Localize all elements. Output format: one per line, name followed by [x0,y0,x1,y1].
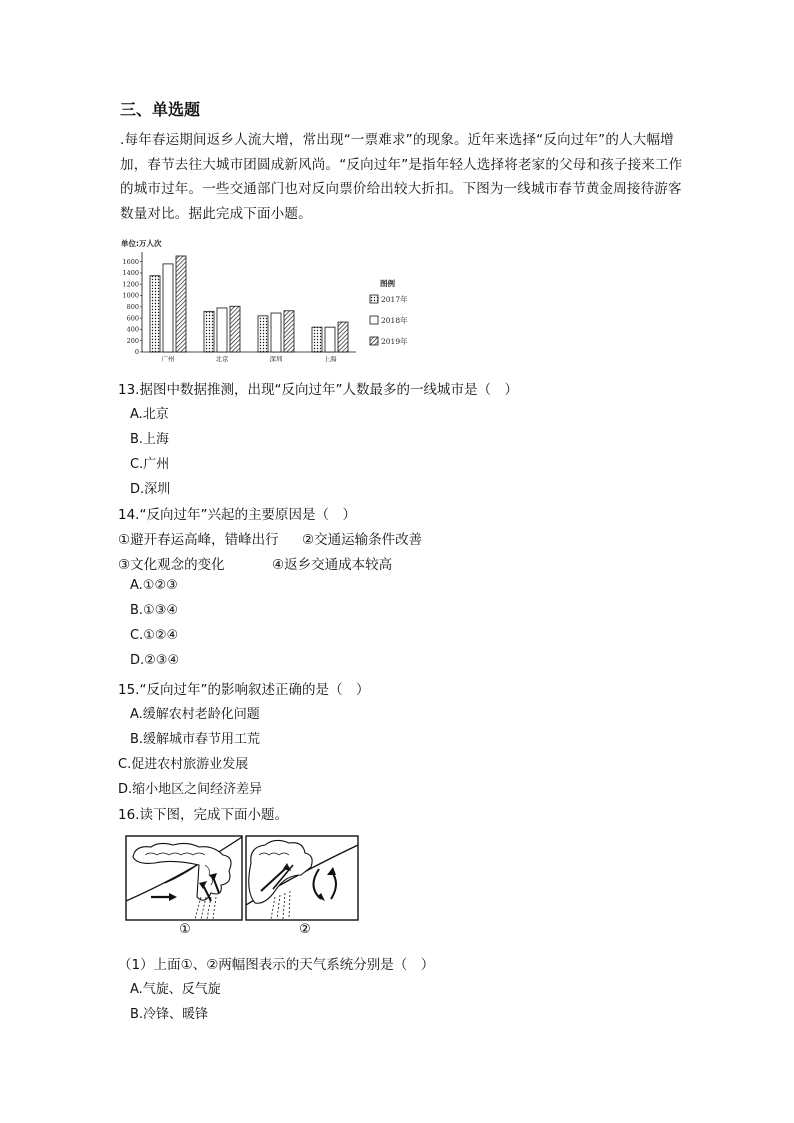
bar-2017年-广州 [150,276,160,352]
y-tick-label: 1600 [122,257,139,266]
q14-option-c[interactable]: C.①②④ [130,628,179,643]
bar-2019年-深圳 [284,311,294,352]
bar-2018年-深圳 [271,313,281,352]
q16-sub1-option-a[interactable]: A.气旋、反气旋 [130,982,221,997]
q16-stem: 16.读下图，完成下面小题。 [118,807,288,823]
q14-option-a[interactable]: A.①②③ [130,578,178,593]
bar-2017年-深圳 [258,316,268,352]
q14-option-d[interactable]: D.②③④ [130,653,180,668]
weather-system-figure [125,835,365,935]
bar-2018年-广州 [163,264,173,352]
q14-stem: 14.“反向过年”兴起的主要原因是（ ） [118,507,356,523]
question-intro: .每年春运期间返乡人流大增，常出现“一票难求”的现象。近年来选择“反向过年”的人大幅增加，春节去往大城市团圆成新风尚。“反向过年”是指年轻人选择将老家的父母和孩子接来工作的城市过年。一些交通部门也对反向票价给出较大折扣。下图为一线城市春节黄金周接待游客数量对比。据此完成下面小题。 [120,132,683,222]
q14-item-2: ②交通运输条件改善 [302,532,423,548]
x-category-label: 北京 [215,355,229,363]
legend-label: 2018年 [381,316,408,325]
y-tick-label: 400 [126,325,139,334]
bar-2018年-北京 [217,308,227,352]
x-category-label: 广州 [161,355,175,363]
q15-option-b[interactable]: B.缓解城市春节用工荒 [130,732,261,747]
q15-stem: 15.“反向过年”的影响叙述正确的是（ ） [118,682,370,698]
y-tick-label: 1200 [122,280,139,289]
figure-panel-1 [126,836,242,920]
y-tick-label: 0 [134,348,139,357]
q14-item-1: ①避开春运高峰，错峰出行 [118,532,279,548]
legend-title: 图例 [380,279,395,288]
figure-label-1: ① [179,922,191,935]
q13-option-d[interactable]: D.深圳 [130,482,171,497]
section-title: 三、单选题 [120,100,201,119]
x-category-label: 上海 [323,355,337,363]
q14-option-b[interactable]: B.①③④ [130,603,179,618]
q16-sub1-option-b[interactable]: B.冷锋、暖锋 [130,1007,209,1022]
legend-swatch [370,295,378,303]
bar-2017年-北京 [204,311,214,352]
x-category-label: 深圳 [269,355,283,363]
bar-2019年-上海 [338,322,348,352]
legend-swatch [370,337,378,345]
bar-2019年-广州 [176,256,186,352]
y-tick-label: 600 [126,314,139,323]
chart-unit-label: 单位:万人次 [121,239,162,248]
figure-label-2: ② [299,922,311,935]
q14-item-3: ③文化观念的变化 [118,557,225,573]
legend-swatch [370,316,378,324]
q13-stem: 13.据图中数据推测，出现“反向过年”人数最多的一线城市是（ ） [118,382,518,398]
y-tick-label: 200 [126,336,139,345]
q13-option-c[interactable]: C.广州 [130,457,170,472]
bar-2017年-上海 [312,327,322,352]
bar-2018年-上海 [325,327,335,352]
legend-label: 2019年 [381,337,408,346]
bar-chart [118,236,418,366]
q15-option-c[interactable]: C.促进农村旅游业发展 [118,757,249,772]
q13-option-a[interactable]: A.北京 [130,407,169,422]
legend-label: 2017年 [381,295,408,304]
q15-option-d[interactable]: D.缩小地区之间经济差异 [118,782,263,797]
q13-option-b[interactable]: B.上海 [130,432,170,447]
y-tick-label: 1000 [122,291,139,300]
figure-panel-2 [246,836,358,920]
y-tick-label: 1400 [122,269,139,278]
chart-body [122,252,408,363]
q16-sub1-stem: （1）上面①、②两幅图表示的天气系统分别是（ ） [118,957,435,973]
bar-2019年-北京 [230,306,240,352]
q14-item-4: ④返乡交通成本较高 [272,557,393,573]
y-tick-label: 800 [126,303,139,312]
q15-option-a[interactable]: A.缓解农村老龄化问题 [130,707,260,722]
